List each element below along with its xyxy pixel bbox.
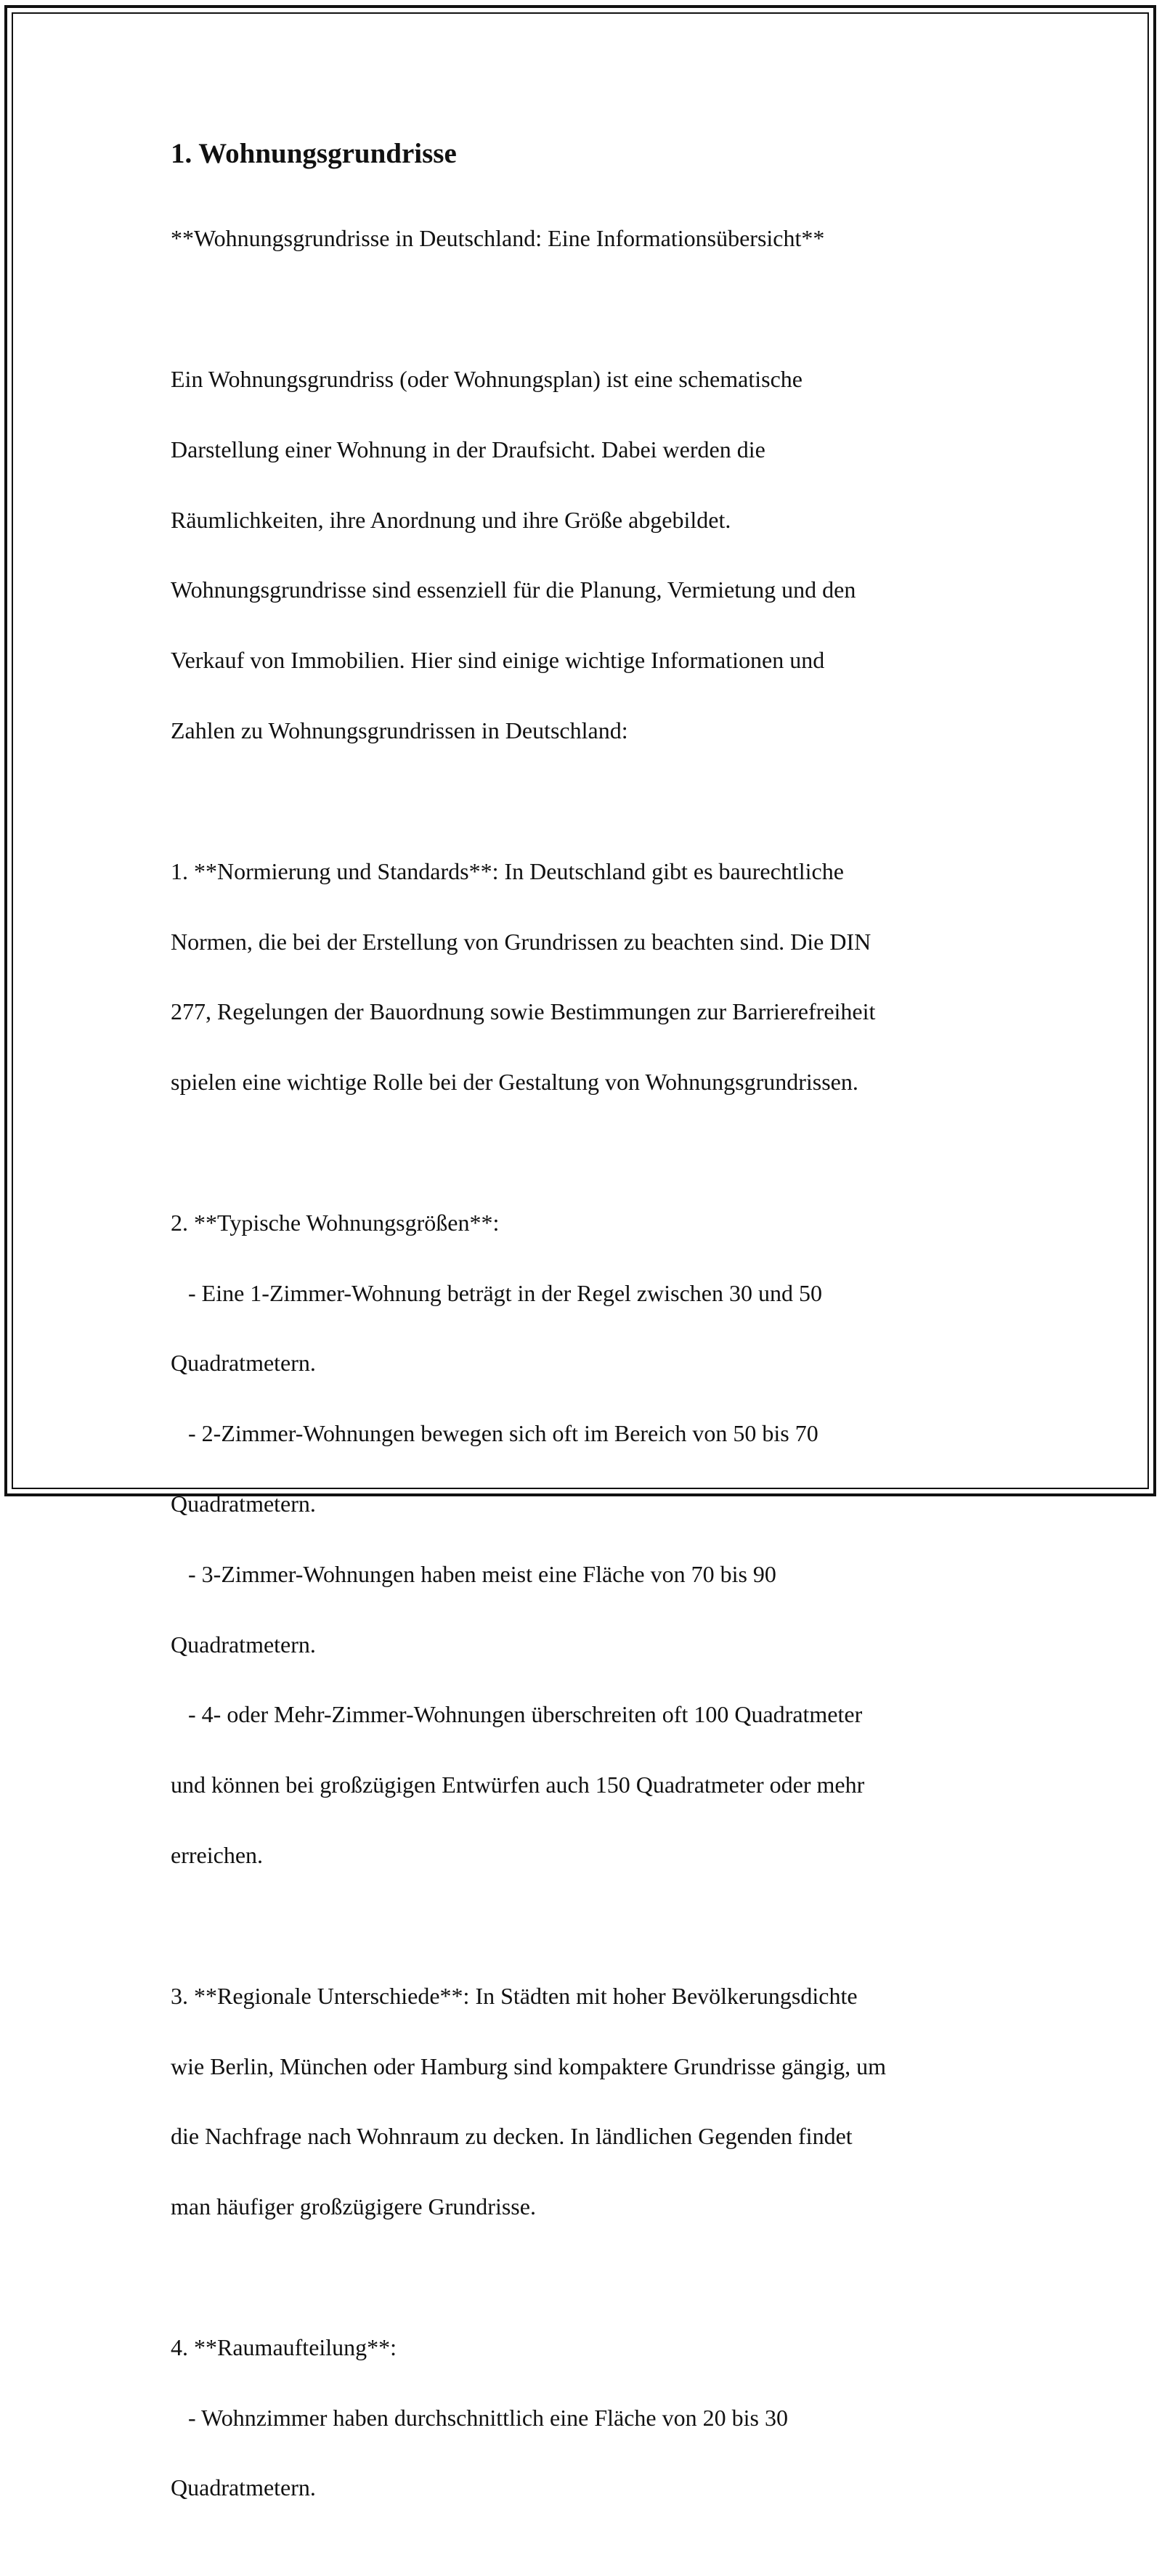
body-line: und können bei großzügigen Entwürfen auch 150 Quadratmeter oder mehr <box>171 1772 865 1798</box>
body-line: Zahlen zu Wohnungsgrundrissen in Deutschland: <box>171 717 628 744</box>
body-line: Quadratmetern. <box>171 2474 316 2501</box>
body-line: erreichen. <box>171 1842 264 1869</box>
body-line: die Nachfrage nach Wohnraum zu decken. In ländlichen Gegenden findet <box>171 2123 853 2150</box>
body-line: Quadratmetern. <box>171 1631 316 1658</box>
body-line: Normen, die bei der Erstellung von Grundrissen zu beachten sind. Die DIN <box>171 928 871 955</box>
body-line: - 2-Zimmer-Wohnungen bewegen sich oft im Bereich von 50 bis 70 <box>171 1420 818 1447</box>
body-line <box>171 2259 1013 2294</box>
body-line: 2. **Typische Wohnungsgrößen**: <box>171 1209 500 1236</box>
document-content <box>171 135 1013 2576</box>
body-line: wie Berlin, München oder Hamburg sind kompaktere Grundrisse gängig, um <box>171 2053 886 2079</box>
body-line: - 4- oder Mehr-Zimmer-Wohnungen überschreiten oft 100 Quadratmeter <box>171 1701 863 1728</box>
body-line: - Eine 1-Zimmer-Wohnung beträgt in der Regel zwischen 30 und 50 <box>171 1279 822 1306</box>
body-line: Ein Wohnungsgrundriss (oder Wohnungsplan) ist eine schematische <box>171 366 803 393</box>
body-line: **Wohnungsgrundrisse in Deutschland: Eine Informationsübersicht** <box>171 225 825 252</box>
body-line: - Wohnzimmer haben durchschnittlich eine Fläche von 20 bis 30 <box>171 2404 788 2431</box>
body-line: 4. **Raumaufteilung**: <box>171 2334 397 2360</box>
body-line: 277, Regelungen der Bauordnung sowie Bestimmungen zur Barrierefreiheit <box>171 998 876 1025</box>
section-heading: 1. Wohnungsgrundrisse <box>171 138 457 169</box>
body-line: man häufiger großzügigere Grundrisse. <box>171 2193 536 2220</box>
body-line <box>171 1135 1013 1170</box>
body-line <box>171 783 1013 818</box>
body-line: Verkauf von Immobilien. Hier sind einige wichtige Informationen und <box>171 647 825 674</box>
body-line: Räumlichkeiten, ihre Anordnung und ihre Größe abgebildet. <box>171 506 731 533</box>
body-line <box>171 1908 1013 1943</box>
body-line: - 3-Zimmer-Wohnungen haben meist eine Fläche von 70 bis 90 <box>171 1560 776 1587</box>
body-line: spielen eine wichtige Rolle bei der Gestaltung von Wohnungsgrundrissen. <box>171 1069 858 1096</box>
body-line: Darstellung einer Wohnung in der Draufsicht. Dabei werden die <box>171 436 765 462</box>
body-line: Quadratmetern. <box>171 1350 316 1377</box>
body-line: Wohnungsgrundrisse sind essenziell für die Planung, Vermietung und den <box>171 576 856 603</box>
document-body <box>171 186 1013 2576</box>
body-line: 1. **Normierung und Standards**: In Deutschland gibt es baurechtliche <box>171 857 844 884</box>
body-line <box>171 291 1013 326</box>
body-line: Quadratmetern. <box>171 1491 316 1517</box>
body-line: 3. **Regionale Unterschiede**: In Städten mit hoher Bevölkerungsdichte <box>171 1982 858 2009</box>
